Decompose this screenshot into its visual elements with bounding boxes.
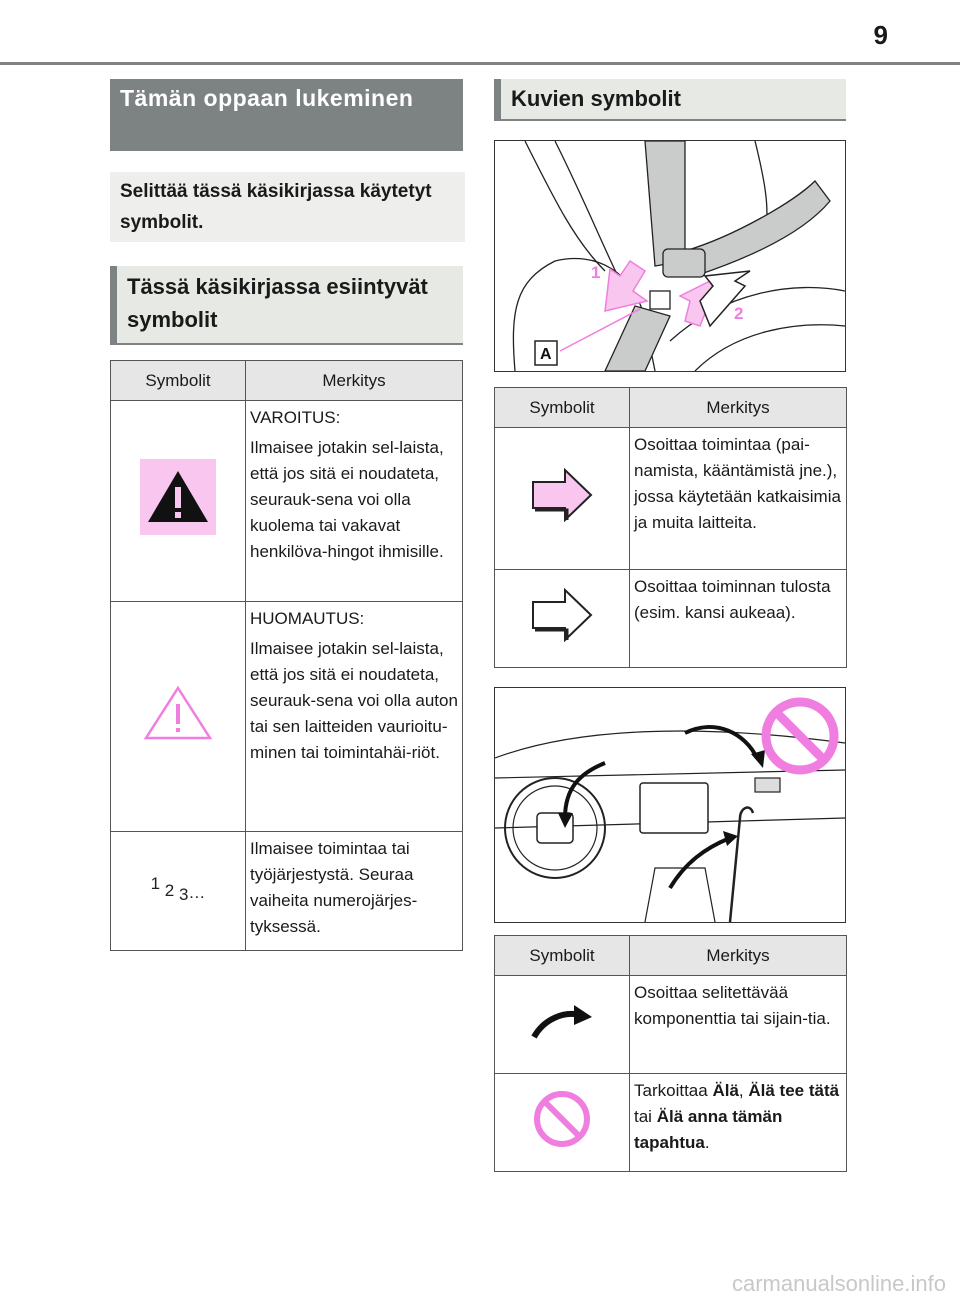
text-prefix: Tarkoittaa	[634, 1081, 713, 1100]
subsection-title: Tässä käsikirjassa esiintyvät symbolit	[110, 266, 463, 345]
row-text: Ilmaisee jotakin sel-laista, että jos sitä ei noudateta, seurauk-sena voi olla auton tai sen laitteiden vaurioitu-minen tai toimintahäi-riöt.	[250, 639, 458, 762]
intro-box: Selittää tässä käsikirjassa käytetyt symbolit.	[110, 172, 465, 242]
column-header-meaning: Merkitys	[630, 388, 847, 428]
dashboard-illustration	[494, 687, 846, 923]
column-header-symbols: Symbolit	[495, 936, 630, 976]
row-text: Ilmaisee toimintaa tai työjärjestystä. Seuraa vaiheita numerojärjes-tyksessä.	[250, 839, 418, 936]
step-numbers-icon: 1 2 3…	[150, 874, 206, 904]
text-suffix: .	[704, 1133, 710, 1152]
page-number: 9	[873, 20, 888, 50]
bold-term-3: Älä anna tämän tapahtua	[634, 1107, 783, 1152]
row-text: Osoittaa toimintaa (pai-namista, kääntämistä jne.), jossa käytetään katkaisimia ja muita laitteita.	[634, 435, 841, 532]
warning-triangle-filled-icon	[140, 459, 216, 535]
pink-arrow-icon	[531, 468, 593, 522]
row-text: Ilmaisee jotakin sel-laista, että jos sitä ei noudateta, seurauk-sena voi olla kuolema tai vakavat henkilöva-hingot ihmisille.	[250, 438, 444, 561]
row-title: HUOMAUTUS:	[250, 609, 365, 628]
symbols-table	[110, 360, 463, 951]
figure-symbols-title: Kuvien symbolit	[494, 79, 846, 121]
figure-symbols-table-2	[494, 935, 847, 1172]
column-header-meaning: Merkitys	[630, 936, 847, 976]
figure-label-a: A	[540, 346, 552, 363]
caution-triangle-outline-icon	[143, 685, 213, 741]
table-row	[495, 570, 847, 668]
column-header-meaning: Merkitys	[246, 361, 463, 401]
prohibition-icon	[532, 1089, 592, 1149]
table-row	[111, 602, 463, 832]
separator-1: ,	[738, 1081, 749, 1100]
row-text: Osoittaa toiminnan tulosta (esim. kansi aukeaa).	[634, 577, 831, 622]
figure-label-2: 2	[734, 304, 744, 323]
watermark: carmanualsonline.info	[731, 1271, 946, 1296]
table-row	[111, 401, 463, 602]
outline-arrow-icon	[531, 588, 593, 642]
figure-symbols-table-1	[494, 387, 847, 668]
separator-2: tai	[634, 1107, 657, 1126]
seatbelt-illustration	[494, 140, 846, 372]
top-rule	[0, 62, 960, 65]
curved-arrow-icon	[530, 1001, 594, 1041]
row-text: Osoittaa selitettävää komponenttia tai sijain-tia.	[634, 983, 831, 1028]
section-title: Tämän oppaan lukeminen	[110, 79, 463, 151]
table-row	[111, 832, 463, 951]
row-text	[634, 1078, 842, 1156]
bold-term-2: Älä tee tätä	[748, 1081, 840, 1100]
bold-term-1: Älä	[712, 1081, 739, 1100]
table-row	[495, 428, 847, 570]
table-row	[495, 976, 847, 1074]
column-header-symbols: Symbolit	[111, 361, 246, 401]
figure-label-1: 1	[591, 263, 601, 282]
table-row	[495, 1074, 847, 1172]
column-header-symbols: Symbolit	[495, 388, 630, 428]
row-title: VAROITUS:	[250, 408, 341, 427]
